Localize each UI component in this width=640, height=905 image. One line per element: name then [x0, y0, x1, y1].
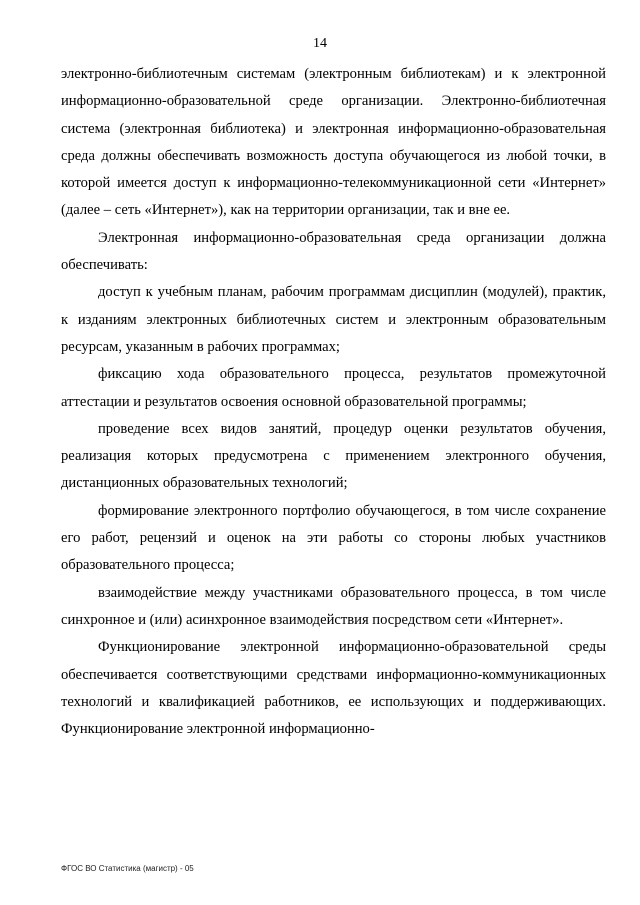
paragraph-functioning: Функционирование электронной информационно-образовательной среды обеспечивается соответствующими средствами информационно-коммуникационных технологий и квалификацией работников, ее использующих и поддерживающих. Функционирование электронной информационно- — [61, 639, 606, 738]
list-item-access: доступ к учебным планам, рабочим программам дисциплин (модулей), практик, к изданиям электронных библиотечных систем и электронным образовательным ресурсам, указанным в рабочих программах; — [61, 284, 606, 355]
list-item-classes: проведение всех видов занятий, процедур оценки результатов обучения, реализация которых предусмотрена с применением электронного обучения, дистанционных образовательных технологий; — [61, 420, 606, 492]
page-number: 14 — [313, 36, 327, 51]
paragraph-continuation: электронно-библиотечным системам (электронным библиотекам) и к электронной информационно-образовательной среде организации. Электронно-библиотечная система (электронная библиотека) и электронная информационно-образовательная среда должны обеспечивать возможность доступа обучающегося из любой точки, в которой имеется доступ к информационно-телекоммуникационной сети «Интернет» (далее – сеть «Интернет»), как на территории организации, так и вне ее. — [61, 66, 606, 219]
list-item-interaction: взаимодействие между участниками образовательного процесса, в том числе синхронное и (или) асинхронное взаимодействия посредством сети «Интернет». — [61, 584, 606, 628]
paragraph-eios-requirements: Электронная информационно-образовательная среда организации должна обеспечивать: — [61, 229, 606, 274]
list-item-recording: фиксацию хода образовательного процесса, результатов промежуточной аттестации и результатов освоения основной образовательной программы; — [61, 366, 606, 410]
page-footer: ФГОС ВО Статистика (магистр) - 05 — [61, 864, 194, 873]
document-body — [61, 61, 606, 743]
list-item-portfolio: формирование электронного портфолио обучающегося, в том числе сохранение его работ, рецензий и оценок на эти работы со стороны любых участников образовательного процесса; — [61, 502, 606, 574]
